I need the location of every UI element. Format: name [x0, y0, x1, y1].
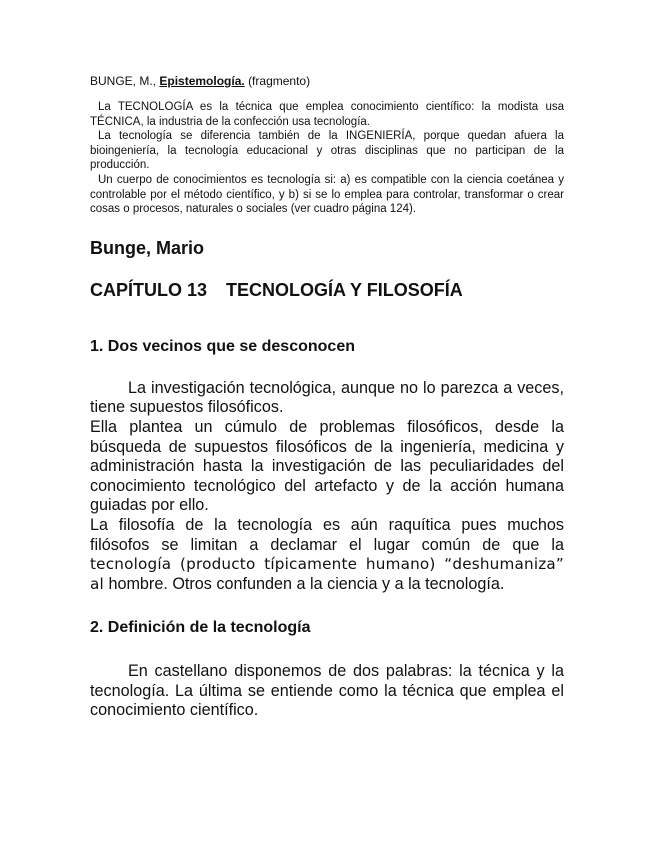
section-1-paragraph-3-start: La filosofía de la tecnología es aún raquítica pues muchos filósofos se limitan a declamar el lugar común de que la — [90, 515, 564, 554]
citation-author: BUNGE, M., — [90, 74, 157, 88]
section-1-paragraph-3-mono: tecnología (producto típicamente humano) “deshumaniza” al — [90, 555, 564, 593]
citation — [90, 74, 564, 88]
section-2-paragraph-1: En castellano disponemos de dos palabras: la técnica y la tecnología. La última se entiende como la técnica que emplea el conocimiento científico. — [90, 662, 564, 720]
section-1-paragraph-3 — [90, 516, 564, 594]
section-1-paragraph-3-end: hombre. Otros confunden a la ciencia y a la tecnología. — [108, 574, 505, 593]
summary-paragraph-2: La tecnología se diferencia también de la INGENIERÍA, porque quedan afuera la bioingeniería, la tecnología educacional y otras disciplinas que no participan de la producción. — [90, 130, 564, 172]
section-1-paragraph-1: La investigación tecnológica, aunque no lo parezca a veces, tiene supuestos filosóficos. — [90, 378, 564, 417]
citation-note: (fragmento) — [248, 74, 311, 88]
section-1-paragraph-2: Ella plantea un cúmulo de problemas filosóficos, desde la búsqueda de supuestos filosóficos de la ingeniería, medicina y administración hasta la investigación de las peculiaridades del conocimiento tecnológico del artefacto y de la acción humana guiadas por ello. — [90, 417, 564, 515]
section-1-heading: 1. Dos vecinos que se desconocen — [90, 337, 355, 355]
summary-paragraph-3: Un cuerpo de conocimientos es tecnología si: a) es compatible con la ciencia coetánea y controlable por el método científico, y b) si se lo emplea para controlar, transformar o crear cosas o procesos, naturales o sociales (ver cuadro página 124). — [90, 173, 564, 216]
author-heading: Bunge, Mario — [90, 237, 205, 258]
document-page — [90, 74, 564, 721]
chapter-number: CAPÍTULO 13 — [90, 279, 208, 300]
chapter-title: TECNOLOGÍA Y FILOSOFÍA — [226, 279, 463, 300]
citation-title: Epistemología. — [159, 74, 245, 88]
summary-paragraph-1: La TECNOLOGÍA es la técnica que emplea conocimiento científico: la modista usa TÉCNICA, la industria de la confección usa tecnología. — [90, 101, 564, 128]
chapter-heading — [90, 279, 564, 301]
section-2-heading: 2. Definición de la tecnología — [90, 619, 311, 637]
